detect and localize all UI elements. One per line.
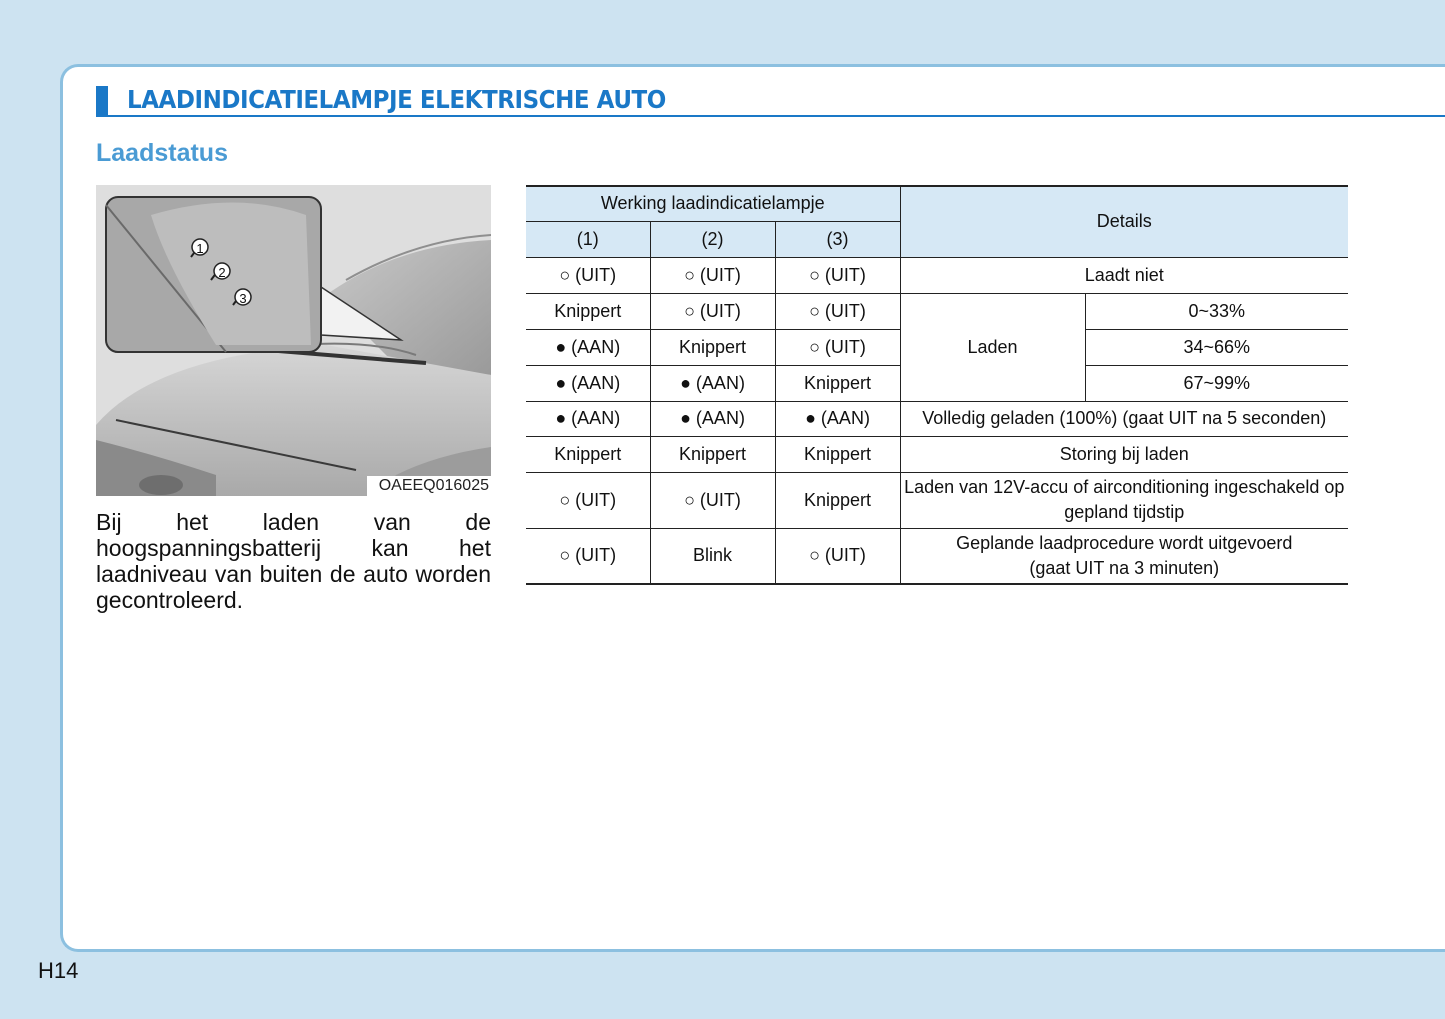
subtitle: Laadstatus [96, 139, 228, 167]
body-text: Bij het laden van de hoogspanningsbatterij kan het laadniveau van buiten de auto worden gecontroleerd. [96, 509, 491, 613]
cell-detail: Storing bij laden [900, 436, 1348, 472]
cell-lamp-3: Knippert [775, 365, 900, 401]
cell-lamp-3: ○ (UIT) [775, 329, 900, 365]
cell-lamp-2: ● (AAN) [650, 401, 775, 436]
cell-lamp-1: ○ (UIT) [526, 528, 650, 584]
cell-detail: 0~33% [1085, 293, 1348, 329]
cell-detail: 34~66% [1085, 329, 1348, 365]
detail-line-1: Geplande laadprocedure wordt uitgevoerd [956, 532, 1293, 553]
cell-lamp-1: ● (AAN) [526, 329, 650, 365]
table-row [526, 528, 1348, 584]
cell-lamp-2: Knippert [650, 436, 775, 472]
cell-lamp-3: ○ (UIT) [775, 528, 900, 584]
cell-detail: Laadt niet [900, 257, 1348, 293]
cell-lamp-3: ● (AAN) [775, 401, 900, 436]
car-charging-indicator-image [96, 185, 491, 496]
charging-status-table [526, 185, 1348, 585]
cell-lamp-3: ○ (UIT) [775, 293, 900, 329]
detail-line-1: Laden van 12V-accu of airconditioning ingeschakeld op [904, 477, 1345, 497]
table-row [526, 257, 1348, 293]
header-details: Details [900, 186, 1348, 257]
detail-line-2: (gaat UIT na 3 minuten) [1029, 557, 1220, 578]
header-col-3: (3) [775, 221, 900, 257]
cell-lamp-2: ○ (UIT) [650, 293, 775, 329]
cell-lamp-1: ● (AAN) [526, 365, 650, 401]
cell-lamp-2: ○ (UIT) [650, 472, 775, 528]
table-row [526, 293, 1348, 329]
svg-text:3: 3 [239, 291, 247, 306]
cell-lamp-2: Blink [650, 528, 775, 584]
page-number: H14 [38, 958, 79, 983]
cell-lamp-2: Knippert [650, 329, 775, 365]
cell-lamp-3: ○ (UIT) [775, 257, 900, 293]
cell-lamp-2: ● (AAN) [650, 365, 775, 401]
cell-lamp-1: Knippert [526, 436, 650, 472]
header-group-label: Werking laadindicatielampje [526, 186, 900, 221]
svg-text:2: 2 [218, 265, 226, 280]
car-illustration [96, 185, 491, 496]
image-code: OAEEQ016025 [367, 476, 491, 496]
cell-lamp-3: Knippert [775, 472, 900, 528]
cell-lamp-1: ○ (UIT) [526, 472, 650, 528]
cell-detail [900, 472, 1348, 528]
cell-detail: Volledig geladen (100%) (gaat UIT na 5 seconden) [900, 401, 1348, 436]
cell-lamp-1: Knippert [526, 293, 650, 329]
table-row [526, 472, 1348, 528]
cell-detail [900, 528, 1348, 584]
cell-lamp-1: ○ (UIT) [526, 257, 650, 293]
header-col-2: (2) [650, 221, 775, 257]
table-row [526, 436, 1348, 472]
title-marker [96, 86, 108, 116]
cell-lamp-1: ● (AAN) [526, 401, 650, 436]
cell-detail: 67~99% [1085, 365, 1348, 401]
table-row [526, 401, 1348, 436]
section-title: LAADINDICATIELAMPJE ELEKTRISCHE AUTO [127, 85, 666, 114]
cell-lamp-2: ○ (UIT) [650, 257, 775, 293]
cell-group-laden: Laden [900, 293, 1085, 401]
header-col-1: (1) [526, 221, 650, 257]
detail-line-2: gepland tijdstip [1064, 502, 1185, 522]
cell-lamp-3: Knippert [775, 436, 900, 472]
svg-text:1: 1 [196, 241, 204, 256]
